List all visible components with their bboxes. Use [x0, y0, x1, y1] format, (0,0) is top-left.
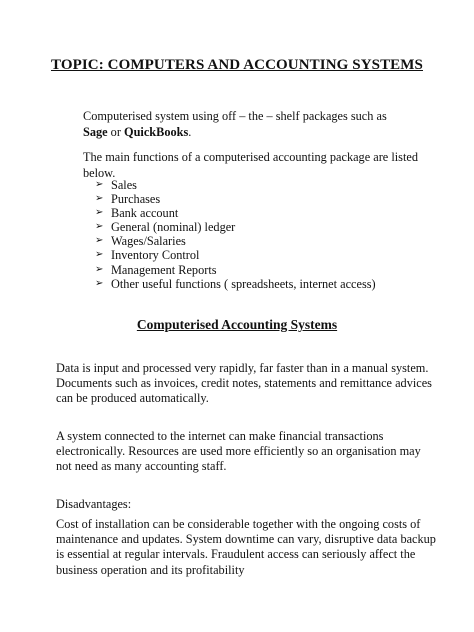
intro-text-after: .: [188, 124, 192, 139]
list-item: [95, 206, 376, 220]
brand-sage: Sage: [83, 124, 108, 139]
list-item: [95, 277, 376, 291]
intro-paragraph: [83, 109, 413, 140]
arrow-bullet-icon: ➢: [95, 249, 104, 261]
arrow-bullet-icon: ➢: [95, 263, 104, 275]
list-item: [95, 263, 376, 277]
list-item: [95, 192, 376, 206]
list-item-label: General (nominal) ledger: [111, 220, 236, 235]
functions-list: [95, 178, 376, 291]
advantages-paragraph-1: Data is input and processed very rapidly, far faster than in a manual system. Documents such as invoices, credit notes, statements and remittance advices can be produced automatically.: [56, 361, 432, 406]
list-item-label: Management Reports: [111, 262, 217, 277]
list-item-label: Bank account: [111, 206, 179, 221]
disadvantages-paragraph: Cost of installation can be considerable together with the ongoing costs of maintenance and updates. System downtime can vary, disruptive data backup is essential at regular intervals. Fraudulent access can seriously affect the business operation and its profitability: [56, 517, 436, 577]
arrow-bullet-icon: ➢: [95, 207, 104, 219]
disadvantages-heading: Disadvantages:: [56, 497, 132, 511]
arrow-bullet-icon: ➢: [95, 221, 104, 233]
list-item: [95, 220, 376, 234]
list-item: [95, 178, 376, 192]
list-item: [95, 248, 376, 262]
list-item-label: Sales: [111, 178, 137, 192]
section-heading: Computerised Accounting Systems: [136, 317, 338, 332]
brand-quickbooks: QuickBooks: [124, 124, 189, 139]
list-item-label: Other useful functions ( spreadsheets, internet access): [111, 276, 376, 291]
list-item-label: Inventory Control: [111, 248, 200, 263]
arrow-bullet-icon: ➢: [95, 179, 104, 190]
page-title: TOPIC: COMPUTERS AND ACCOUNTING SYSTEMS: [50, 57, 423, 73]
arrow-bullet-icon: ➢: [95, 193, 104, 205]
intro-text-middle: or: [107, 124, 125, 139]
arrow-bullet-icon: ➢: [95, 235, 104, 247]
functions-intro: The main functions of a computerised accounting package are listed below.: [83, 150, 418, 180]
list-item-label: Wages/Salaries: [111, 234, 186, 249]
list-item-label: Purchases: [111, 192, 161, 207]
advantages-paragraph-2: A system connected to the internet can make financial transactions electronically. Resources are used more efficiently so an organisation may not need as many accounting staff.: [56, 429, 421, 474]
arrow-bullet-icon: ➢: [95, 277, 104, 289]
intro-text-before: Computerised system using off – the – shelf packages such as: [83, 109, 387, 123]
list-item: [95, 234, 376, 248]
